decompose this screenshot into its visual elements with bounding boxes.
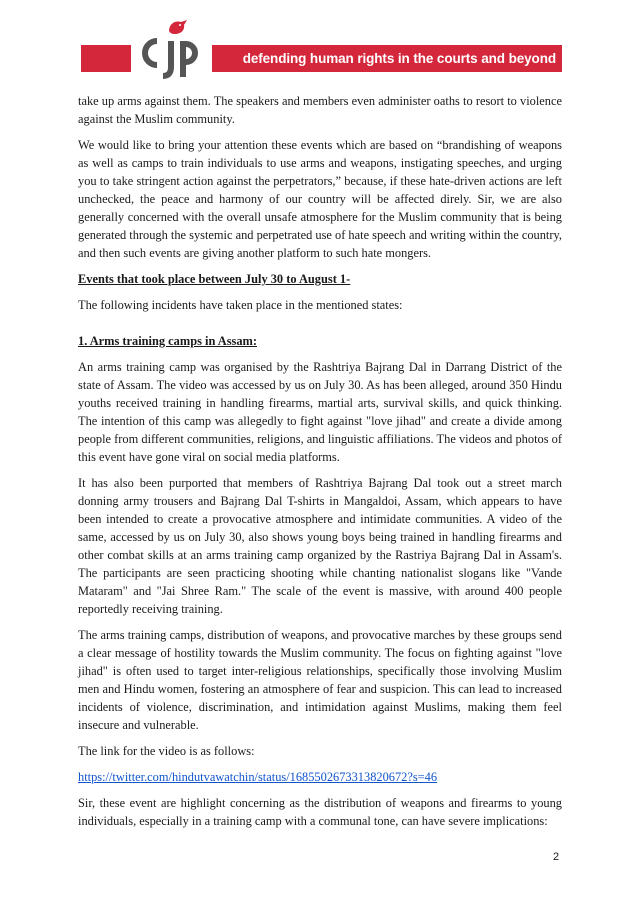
video-link[interactable]: https://twitter.com/hindutvawatchin/status/1685502673313820672?s=46	[78, 770, 438, 784]
paragraph-6: The arms training camps, distribution of weapons, and provocative marches by these groups send a clear message of hostility towards the Muslim community. The focus on fighting against "love jihad" is often used to target inter-religious relationships, specifically those involving Muslim men and Hindu women, fostering an atmosphere of fear and suspicion. This can lead to increased incidents of violence, discrimination, and intimidation against Muslims, making them feel insecure and vulnerable.	[78, 628, 562, 732]
section-heading-assam: 1. Arms training camps in Assam:	[78, 334, 257, 348]
paragraph-4: An arms training camp was organised by the Rashtriya Bajrang Dal in Darrang District of the state of Assam. The video was accessed by us on July 30. As has been alleged, around 350 Hindu youths received training in handling firearms, martial arts, survival skills, and quick thinking. The intention of this camp was allegedly to fight against "love jihad" and create a divide among people from different communities, religions, and linguistic affiliations. The videos and photos of this event have gone viral on social media platforms.	[78, 360, 562, 464]
paragraph-1: take up arms against them. The speakers and members even administer oaths to resort to violence against the Muslim community.	[78, 94, 562, 126]
paragraph-3: The following incidents have taken place in the mentioned states:	[78, 298, 403, 312]
header-tagline: defending human rights in the courts and beyond	[242, 51, 556, 66]
document-body	[78, 92, 562, 838]
page-header	[0, 0, 638, 82]
paragraph-7: The link for the video is as follows:	[78, 744, 255, 758]
paragraph-8: Sir, these event are highlight concerning as the distribution of weapons and firearms to young individuals, especially in a training camp with a communal tone, can have severe implications:	[78, 796, 562, 828]
cjp-logo	[135, 17, 211, 79]
logo-text: cjp	[135, 17, 137, 18]
header-band-left	[81, 45, 131, 72]
page-number: 2	[553, 851, 560, 863]
paragraph-2: We would like to bring your attention these events which are based on “brandishing of weapons as well as camps to train individuals to use arms and weapons, instigating speeches, and urging you to take stringent action against the perpetrators,” because, if these hate-driven actions are left unchecked, the peace and harmony of our country will be affected direly. Sir, we are also generally concerned with the overall unsafe atmosphere for the Muslim community that is being generated through the systemic and perpetrated use of hate speech and writing within the country, and then such events are giving another platform to such hate mongers.	[78, 138, 562, 260]
paragraph-5: It has also been purported that members of Rashtriya Bajrang Dal took out a street march donning army trousers and Bajrang Dal T-shirts in Mangaldoi, Assam, which appears to have been intended to create a provocative atmosphere and intimidate communities. A video of the same, accessed by us on July 30, also shows young boys being trained in handling firearms and other combat skills at an arms training camp organized by the Rastriya Bajrang Dal in Assam's. The participants are seen practicing shooting while chanting nationalist slogans like "Vande Mataram" and "Jai Shree Ram." The scale of the event is massive, with around 400 people reportedly receiving training.	[78, 476, 562, 616]
section-heading-events: Events that took place between July 30 to August 1-	[78, 272, 351, 286]
